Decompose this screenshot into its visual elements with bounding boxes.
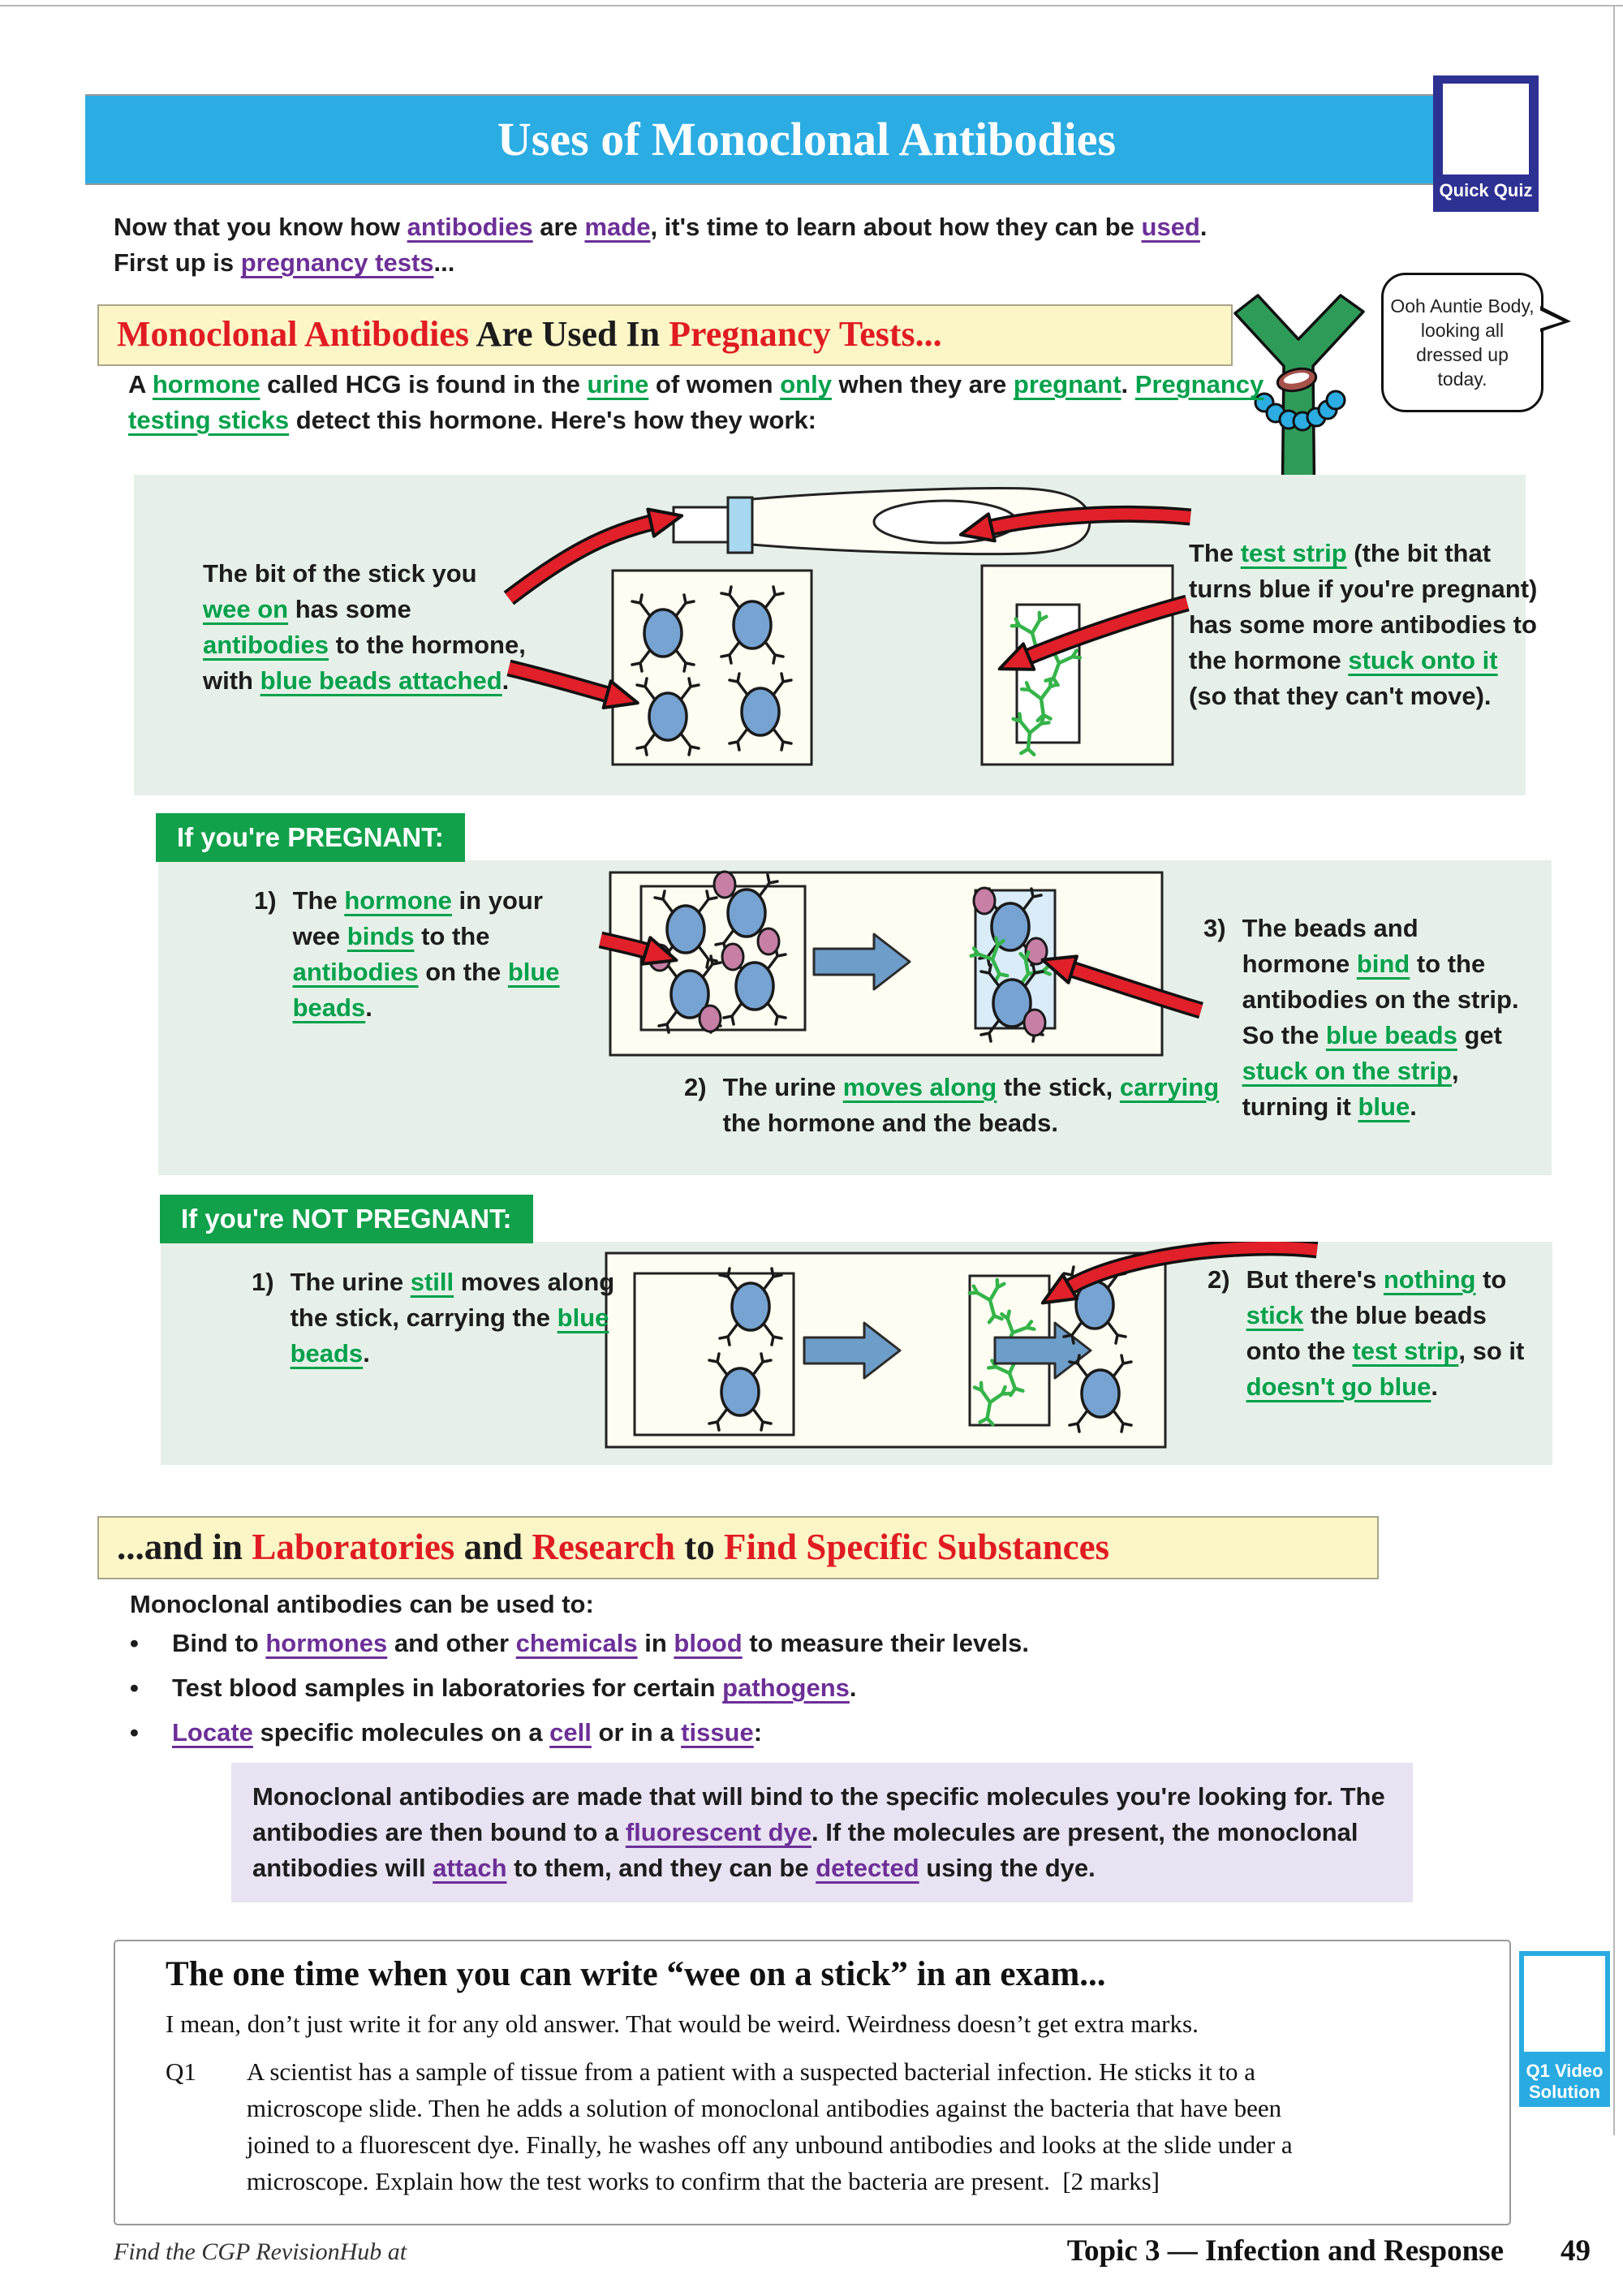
speech-bubble: Ooh Auntie Body, looking all dressed up today.	[1381, 273, 1543, 412]
video-solution-badge	[1519, 1951, 1610, 2107]
bullet-icon: •	[130, 1674, 139, 1702]
bullet-icon: •	[130, 1629, 139, 1657]
step-number: 3)	[1203, 914, 1226, 942]
quick-quiz-badge	[1433, 75, 1539, 212]
labs-intro: Monoclonal antibodies can be used to:	[130, 1590, 594, 1618]
exam-question	[166, 2053, 1318, 2199]
step-text: The beads and hormone bind to the antibodies on the strip. So the blue beads get stuck on the strip, turning it blue.	[1242, 914, 1519, 1121]
bullet-text: Test blood samples in laboratories for certain pathogens.	[172, 1674, 857, 1702]
quick-quiz-label: Quick Quiz	[1439, 180, 1533, 200]
test-strip-zoom-box	[982, 566, 1173, 765]
fluorescent-dye-note-box: Monoclonal antibodies are made that will bind to the specific molecules you're looking for. The antibodies are then bound to a fluorescent dye. If the molecules are present, the monoclonal antibodies will attach to them, and they can be detected using the dye.	[231, 1763, 1413, 1902]
question-label: Q1	[166, 2057, 196, 2086]
step-text: But there's nothing to stick the blue beads onto the test strip, so it doesn't go blue.	[1246, 1265, 1525, 1401]
intro-line-2: First up is pregnancy tests...	[114, 248, 455, 277]
intro-text	[114, 209, 1444, 281]
blue-test-strip	[969, 888, 1055, 1041]
list-item	[130, 1715, 1396, 1751]
wee-end-note: The bit of the stick you wee on has some antibodies to the hormone, with blue beads attached.	[203, 559, 526, 695]
footer-topic: Topic 3 — Infection and Response	[1066, 2234, 1504, 2268]
hormone	[722, 944, 743, 970]
pregnant-step-2	[684, 1070, 1268, 1141]
hormone	[758, 928, 779, 954]
exam-section-subtitle: I mean, don’t just write it for any old answer. That would be weird. Weirdness doesn’t get extra marks.	[166, 2010, 1199, 2038]
wee-end-zoom-box	[613, 571, 812, 765]
not-pregnant-step-2	[1208, 1262, 1556, 1405]
step-text: The hormone in your wee binds to the antibodies on the blue beads.	[292, 886, 560, 1022]
page-number: 49	[1561, 2234, 1591, 2268]
exam-section-title: The one time when you can write “wee on a stick” in an exam...	[166, 1955, 1106, 1993]
stick-blue-band	[728, 498, 752, 553]
page-title: Uses of Monoclonal Antibodies	[497, 113, 1117, 166]
footer-revisionhub-note: Find the CGP RevisionHub at	[114, 2238, 407, 2265]
pregnant-diagram-panel	[158, 860, 1552, 1175]
qr-code-placeholder	[1443, 84, 1529, 174]
step-number: 2)	[684, 1073, 707, 1101]
list-item	[130, 1626, 1396, 1661]
not-pregnant-step-1	[252, 1264, 649, 1372]
not-pregnant-diagram-panel	[161, 1242, 1552, 1465]
beads-with-hormone-box	[641, 872, 805, 1032]
qr-code-placeholder	[1519, 1951, 1610, 2057]
hcg-paragraph: A hormone called HCG is found in the urine of women only when they are pregnant. Pregnancy testing sticks detect this hormone. Here's how they work:	[128, 370, 1264, 434]
exam-practice-box	[114, 1940, 1604, 2225]
page-top-trim-line	[0, 5, 1623, 6]
section-heading-pregnancy-tests: Monoclonal Antibodies Are Used In Pregnancy Tests...	[97, 304, 1233, 366]
hormone	[974, 888, 995, 914]
hormone	[714, 872, 735, 898]
question-text	[247, 2053, 1294, 2199]
stick-wee-tip	[674, 507, 730, 542]
not-pregnant-banner: If you're NOT PREGNANT:	[160, 1195, 533, 1243]
bullet-text: Bind to hormones and other chemicals in blood to measure their levels.	[172, 1629, 1029, 1657]
section-heading-laboratories: ...and in Laboratories and Research to Find Specific Substances	[97, 1516, 1379, 1579]
test-strip-note: The test strip (the bit that turns blue if you're pregnant) has some more antibodies to the hormone stuck onto it (so that they can't move).	[1189, 539, 1538, 710]
pregnant-step-3	[1203, 911, 1552, 1125]
page-title-banner	[85, 94, 1528, 185]
pregnant-banner: If you're PREGNANT:	[156, 813, 465, 862]
hormone	[1024, 1010, 1045, 1036]
page-right-trim-line	[1613, 5, 1615, 2135]
list-item	[130, 1670, 1396, 1706]
step-number: 1)	[252, 1268, 274, 1296]
intro-line-1: Now that you know how antibodies are made, it's time to learn about how they can be used.	[114, 213, 1208, 241]
step-text: The urine still moves along the stick, carrying the blue beads.	[290, 1268, 615, 1368]
bullet-icon: •	[130, 1718, 139, 1747]
labs-bullet-list	[130, 1626, 1396, 1760]
hormone	[649, 945, 670, 971]
footer-topic-area	[1067, 2234, 1591, 2268]
pregnancy-test-stick-diagram-panel	[134, 475, 1538, 795]
video-solution-label-line1: Q1 Video	[1526, 2061, 1604, 2081]
step-number: 2)	[1208, 1265, 1230, 1294]
step-number: 1)	[254, 886, 277, 915]
video-solution-label-line2: Solution	[1529, 2082, 1600, 2102]
marks-badge: [2 marks]	[1062, 2167, 1160, 2195]
bullet-text: Locate specific molecules on a cell or in a tissue:	[172, 1718, 763, 1747]
beads-only-box	[635, 1269, 794, 1435]
video-solution-label	[1519, 2057, 1610, 2107]
step-text: The urine moves along the stick, carrying the hormone and the beads.	[722, 1073, 1220, 1137]
hormone	[700, 1006, 721, 1032]
question-body: A scientist has a sample of tissue from a patient with a suspected bacterial infection. He sticks it to a microscope slide. Then he adds a solution of monoclonal antibodies against the bacteria that have been joined to a fluorescent dye. Finally, he washes off any unbound antibodies and looks at the slide under a microscope. Explain how the test works to confirm that the bacteria are present.	[246, 2057, 1293, 2195]
pregnant-step-1	[254, 883, 627, 1026]
